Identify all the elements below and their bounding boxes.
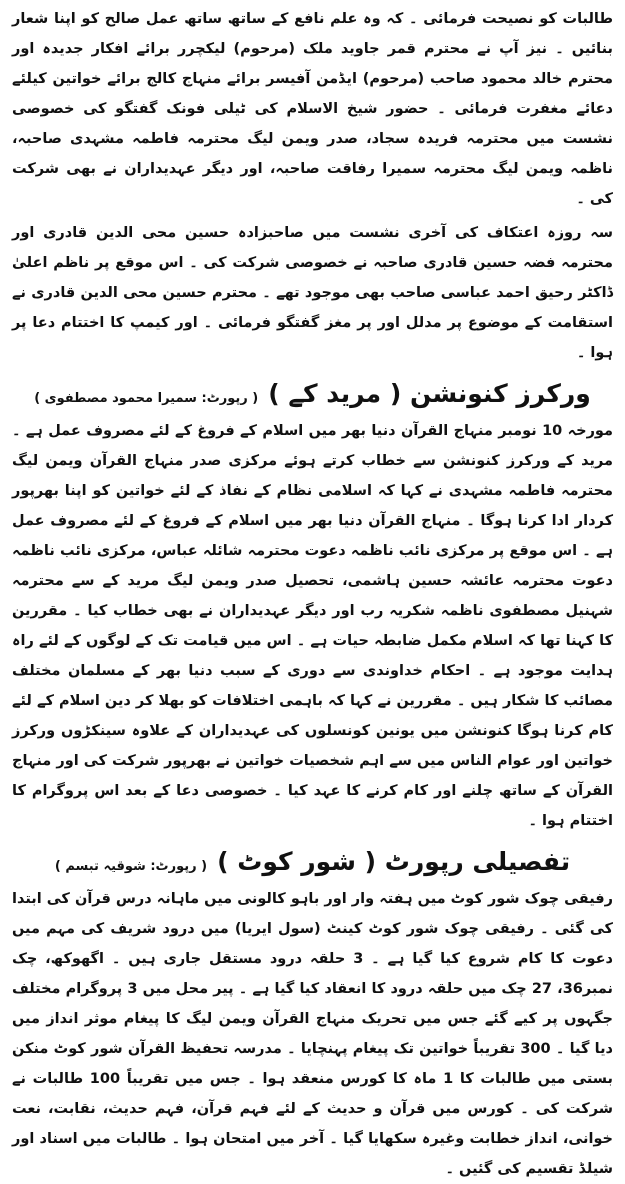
detailed-report-paragraph: رفیقی چوک شور کوٹ میں ہفتہ وار اور باہو کالونی میں ماہانہ درس قرآن کی ابتدا کی گئی ۔ رفیقی چوک شور کوٹ کینٹ (سول ایریا) میں درود شریف کی مہم میں دعوت کا کام شروع کیا گیا ہے ۔ 3 حلقہ درود مستقل جاری ہیں ۔ اگھوکھ، چک نمبر36، 27 چک میں حلقہ درود کا انعقاد کیا گیا ہے ۔ پیر محل میں 3 پروگرام مختلف جگہوں پر کیے گئے جس میں تحریک منہاج القرآن ویمن لیگ کا پیغام موثر انداز میں دیا گیا ۔ 300 تقریباً خواتین تک پیغام پہنچایا ۔ مدرسہ تحفیظ القرآن شور کوٹ منکن بستی میں طالبات کا 1 ماہ کا کورس منعقد ہوا ۔ جس میں تقریباً 100 طالبات نے شرکت کی ۔ کورس میں قرآن و حدیث کے لئے فہم قرآن، فہم حدیث، نقابت، نعت خوانی، انداز خطابت وغیرہ سکھایا گیا ۔ آخر میں امتحان ہوا ۔ طالبات میں اسناد اور شیلڈ تقسیم کی گئیں ۔ bbox=[12, 891, 613, 1177]
detailed-report-credit: ( رپورٹ: شوقیہ تبسم ) bbox=[54, 859, 208, 874]
detailed-report-heading bbox=[12, 842, 613, 882]
detailed-report-title: تفصیلی رپورٹ ( شور کوٹ ) bbox=[217, 847, 571, 876]
intro-paragraph-2: سہ روزہ اعتکاف کی آخری نشست میں صاحبزادہ حسین محی الدین قادری اور محترمہ فضہ حسین قادری صاحبہ نے خصوصی شرکت کی ۔ اس موقع پر ناظم اعلیٰ ڈاکٹر رحیق احمد عباسی صاحب بھی موجود تھے ۔ محترم حسین محی الدین قادری نے استقامت کے موضوع پر مدلل اور پر مغز گفتگو فرمائی ۔ اور کیمپ کا اختتام دعا پر ہوا ۔ bbox=[12, 225, 613, 361]
intro-paragraph-1: طالبات کو نصیحت فرمائی ۔ کہ وہ علم نافع کے ساتھ ساتھ عمل صالح کو اپنا شعار بنائیں ۔ نیز آپ نے محترم قمر جاوید ملک (مرحوم) لیکچرر برائے افکار جدیدہ اور محترم خالد محمود صاحب (مرحوم) ایڈمن آفیسر برائے منہاج کالج برائے خواتین کیلئے دعائے مغفرت فرمائی ۔ حضور شیخ الاسلام کی ٹیلی فونک گفتگو کی خصوصی نشست میں محترمہ فریدہ سجاد، صدر ویمن لیگ محترمہ فاطمہ مشہدی صاحبہ، ناظمہ ویمن لیگ محترمہ سمیرا رفاقت صاحبہ، اور دیگر عہدیداران نے بھی شرکت کی ۔ bbox=[12, 11, 613, 207]
workers-convention-heading bbox=[12, 374, 613, 414]
workers-convention-title: ورکرز کنونشن ( مرید کے ) bbox=[268, 379, 591, 408]
workers-convention-paragraph: مورخہ 10 نومبر منہاج القرآن دنیا بھر میں اسلام کے فروغ کے لئے مصروف عمل ہے ۔ مرید کے ورکرز کنونشن سے خطاب کرتے ہوئے مرکزی صدر منہاج القرآن ویمن لیگ محترمہ فاطمہ مشہدی نے کہا کہ اسلامی نظام کے نفاذ کے لئے خواتین کو اپنا بھرپور کردار ادا کرنا ہوگا ۔ منہاج القرآن دنیا بھر میں اسلام کے فروغ کے لئے مصروف عمل ہے ۔ اس موقع پر مرکزی نائب ناظمہ دعوت محترمہ شائلہ عباس، مرکزی نائب ناظمہ دعوت محترمہ عائشہ حسین ہاشمی، تحصیل صدر ویمن لیگ مرید کے سے محترمہ شہنیل مصطفوی ناظمہ شکریہ رب اور دیگر عہدیداران نے بھی خطاب کیا ۔ مقررین کا کہنا تھا کہ اسلام مکمل ضابطہ حیات ہے ۔ اس میں قیامت تک کے لوگوں کے لئے راہ ہدایت موجود ہے ۔ احکام خداوندی سے دوری کے سبب دنیا بھر کے مسلمان مختلف مصائب کا شکار ہیں ۔ مقررین نے کہا کہ باہمی اختلافات کو بھلا کر دین اسلام کے لئے کام کرنا ہوگا کنونشن میں یونین کونسلوں کی عہدیداران کے علاوہ سینکڑوں ورکرز خواتین اور عوام الناس میں سے اہم شخصیات خواتین نے بھرپور شرکت کی اور منہاج القرآن کے ساتھ چلنے اور کام کرنے کا عہد کیا ۔ خصوصی دعا کے بعد اس پروگرام کا اختتام ہوا ۔ bbox=[12, 423, 613, 829]
workers-convention-report-credit: ( رپورٹ: سمیرا محمود مصطفوی ) bbox=[34, 391, 259, 406]
